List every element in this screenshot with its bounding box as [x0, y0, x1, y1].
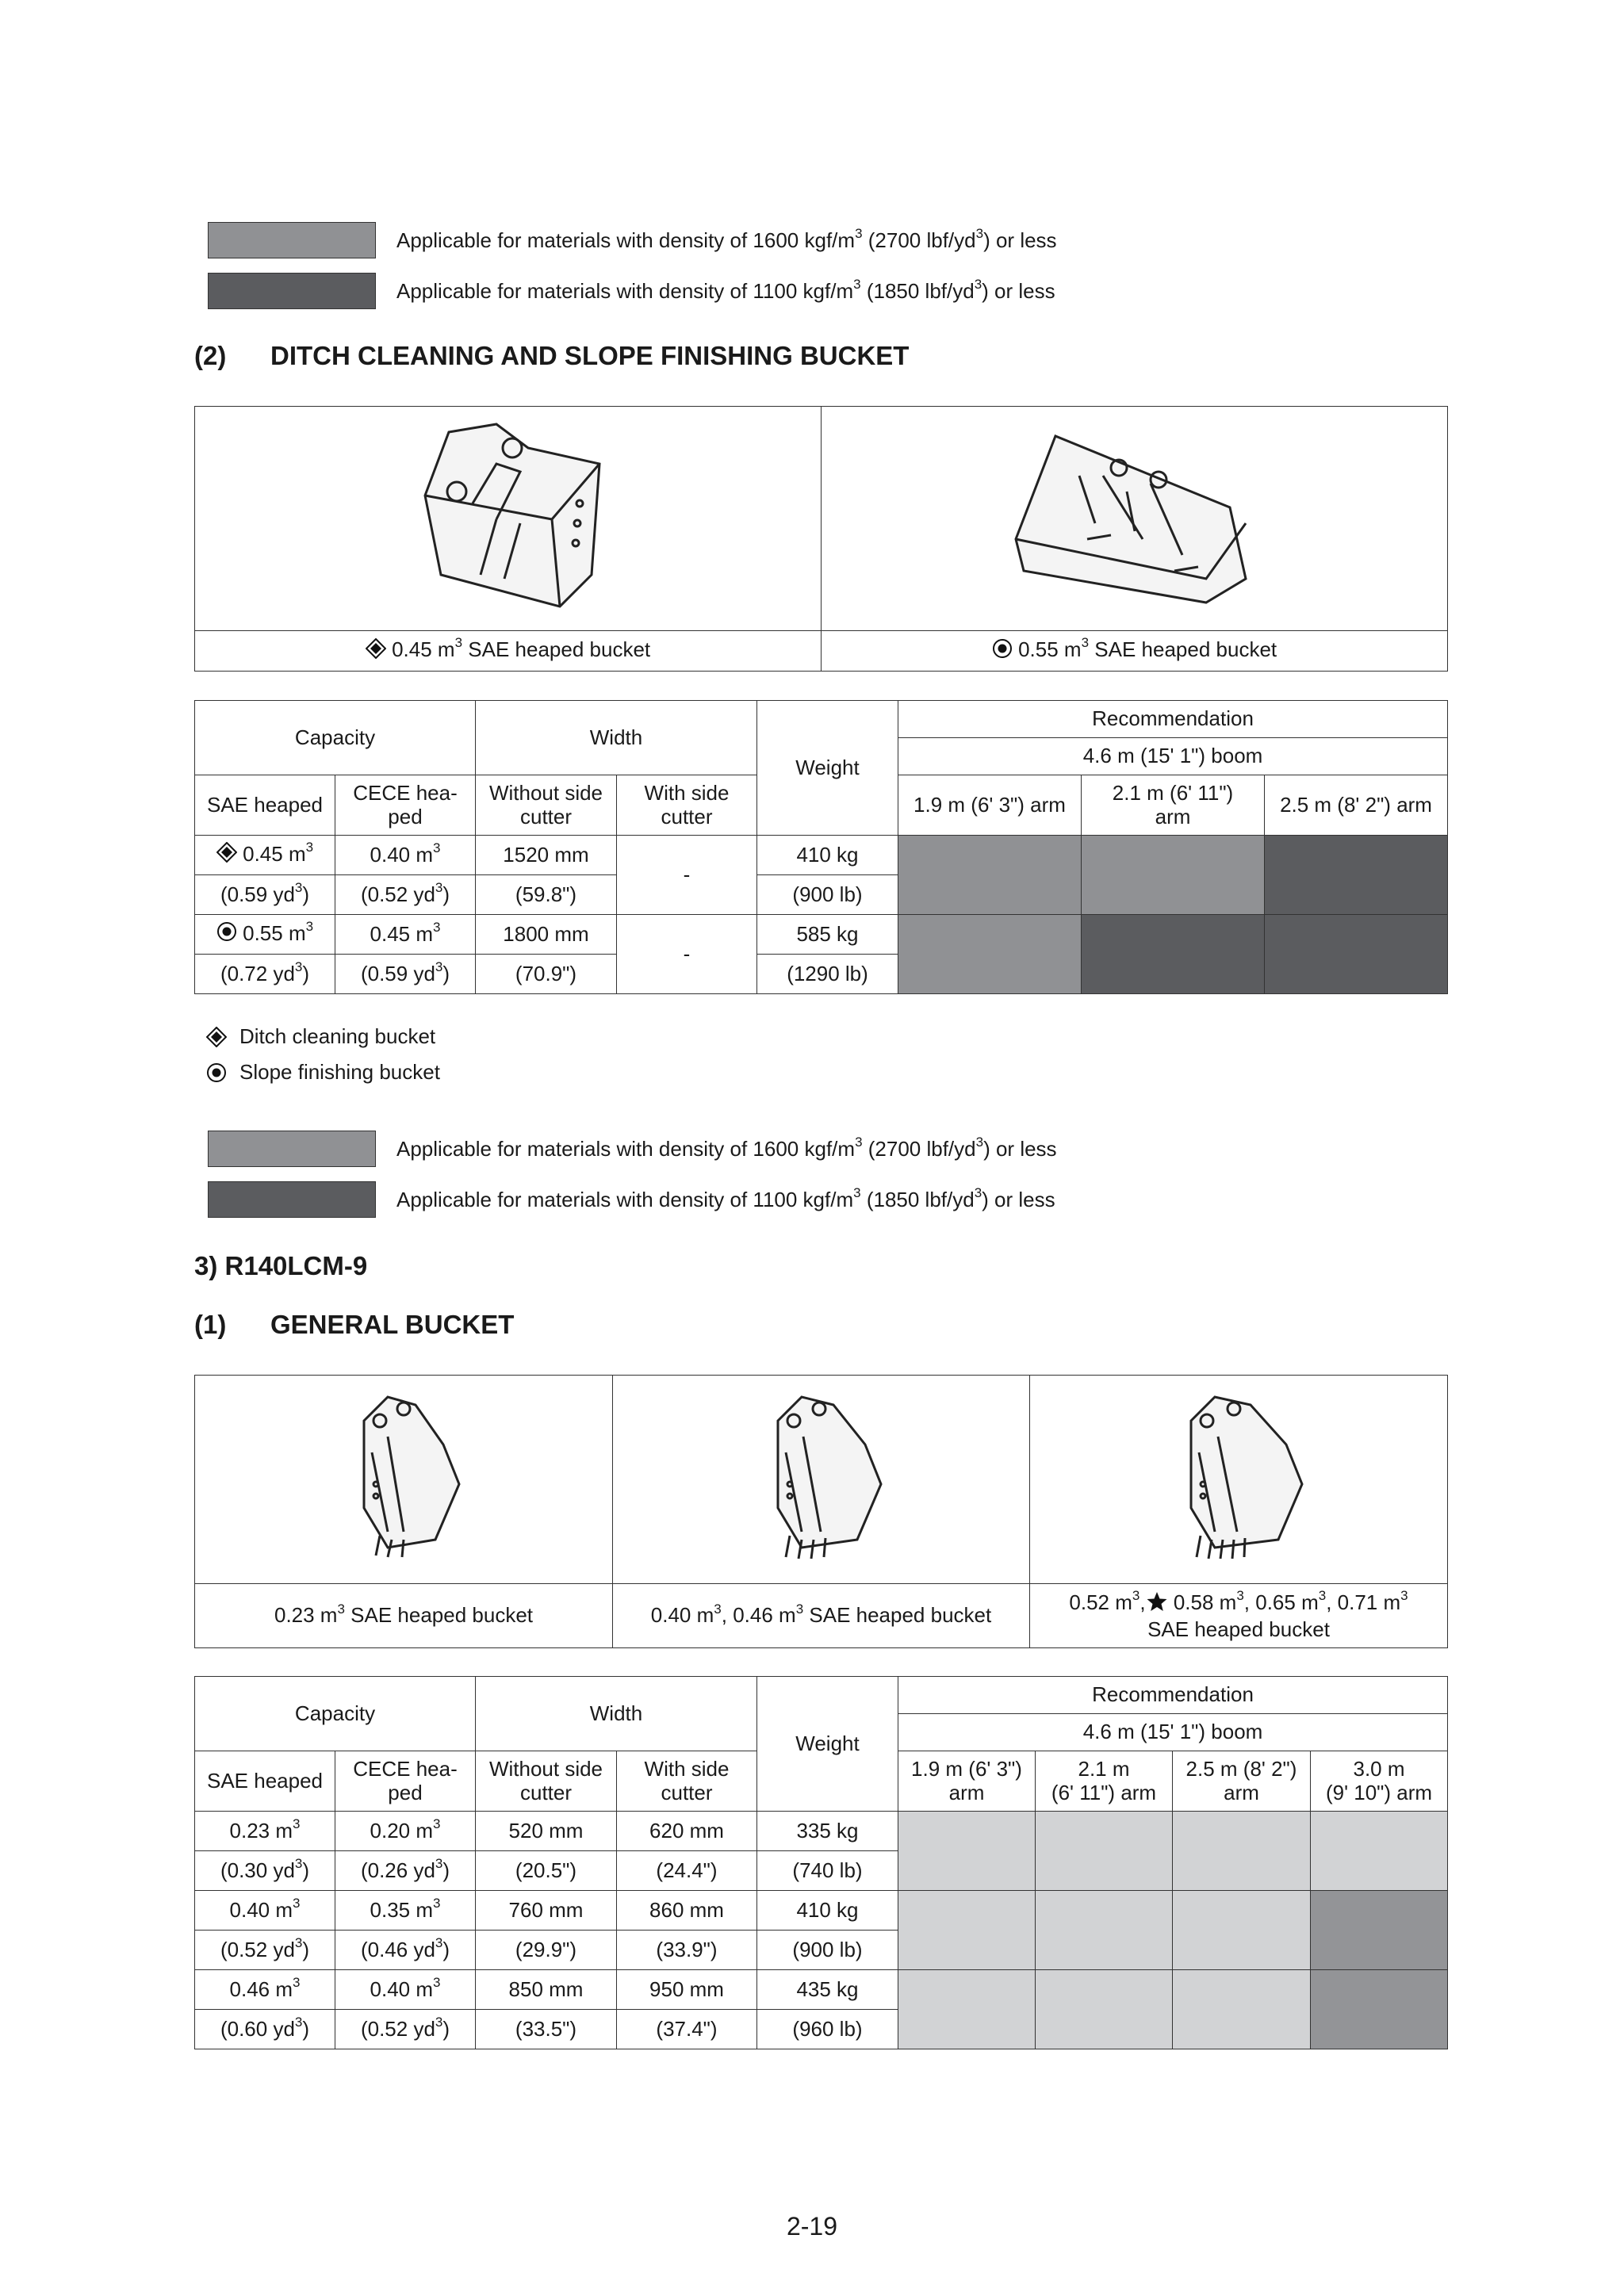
- rec-cell-mid: [1311, 1970, 1448, 2049]
- header-arm-1: 1.9 m (6' 3") arm: [898, 1751, 1036, 1812]
- header-arm-1: 1.9 m (6' 3") arm: [898, 775, 1082, 836]
- rec-cell-dark: [1082, 915, 1265, 994]
- cell-weight: 410 kg: [757, 836, 898, 875]
- note-slope: Slope finishing bucket: [205, 1060, 440, 1085]
- header-recommendation: Recommendation: [898, 701, 1448, 738]
- cell-weight-imperial: (960 lb): [757, 2010, 898, 2049]
- legend-text-dark: Applicable for materials with density of 1100 kgf/$m^3$ (1850 lbf/$yd^3$) or less: [396, 1184, 1055, 1211]
- cell-cece-imperial: (0.52 $yd^3$): [335, 875, 476, 915]
- note-ditch: Ditch cleaning bucket: [205, 1024, 435, 1049]
- rec-cell-pale: [1036, 1891, 1173, 1970]
- cell-sae-imperial: (0.60 $yd^3$): [195, 2010, 335, 2049]
- cell-without-imperial: (20.5"): [476, 1851, 617, 1891]
- cell-weight-imperial: (740 lb): [757, 1851, 898, 1891]
- legend-dark-bottom: [208, 1181, 1055, 1219]
- header-width: Width: [476, 1677, 757, 1751]
- caption-general-2: 0.40 $m^3$, 0.46 $m^3$ SAE heaped bucket: [613, 1584, 1030, 1648]
- header-arm-2: 2.1 m (6' 11") arm: [1082, 775, 1265, 836]
- rec-cell-dark: [1265, 915, 1448, 994]
- table-row: [195, 1812, 1448, 1851]
- cell-weight: 410 kg: [757, 1891, 898, 1931]
- cell-sae-imperial: (0.30 $yd^3$): [195, 1851, 335, 1891]
- cell-with: -: [617, 915, 757, 994]
- diamond-icon: [366, 638, 386, 664]
- rec-cell-pale: [1311, 1812, 1448, 1891]
- cell-sae: 0.46 $m^3$: [195, 1970, 335, 2010]
- star-icon: [1146, 1590, 1168, 1618]
- bucket-image-table-2: [194, 1375, 1448, 1648]
- header-width: Width: [476, 701, 757, 775]
- diamond-icon: [216, 842, 237, 868]
- cell-sae: 0.55 $m^3$: [195, 915, 335, 955]
- header-capacity: Capacity: [195, 701, 476, 775]
- cell-without: 1520 mm: [476, 836, 617, 875]
- header-cece: CECE hea- ped: [335, 1751, 476, 1812]
- cell-cece: 0.45 $m^3$: [335, 915, 476, 955]
- rec-cell-pale: [1173, 1970, 1311, 2049]
- cell-cece-imperial: (0.52 $yd^3$): [335, 2010, 476, 2049]
- cell-weight-imperial: (1290 lb): [757, 955, 898, 994]
- legend-swatch-light: [208, 1131, 376, 1167]
- cell-cece-imperial: (0.46 $yd^3$): [335, 1931, 476, 1970]
- legend-light-bottom: [208, 1130, 1057, 1168]
- header-boom: 4.6 m (15' 1") boom: [898, 1714, 1448, 1751]
- rec-cell-pale: [1173, 1891, 1311, 1970]
- header-arm-3: 2.5 m (8' 2") arm: [1173, 1751, 1311, 1812]
- legend-swatch-light: [208, 222, 376, 258]
- table-row: [195, 1970, 1448, 2010]
- rec-cell-pale: [898, 1970, 1036, 2049]
- general-bucket-drawing-2: [754, 1389, 889, 1563]
- cell-without-imperial: (33.5"): [476, 2010, 617, 2049]
- cell-with-imperial: (24.4"): [617, 1851, 757, 1891]
- section-title-general: (1) GENERAL BUCKET: [194, 1310, 515, 1339]
- cell-with: -: [617, 836, 757, 915]
- cell-sae: 0.40 $m^3$: [195, 1891, 335, 1931]
- legend-text-light: Applicable for materials with density of 1600 kgf/$m^3$ (2700 lbf/$yd^3$) or less: [396, 225, 1057, 252]
- caption-general-1: 0.23 $m^3$ SAE heaped bucket: [195, 1584, 613, 1648]
- rec-cell-dark: [1265, 836, 1448, 915]
- slope-bucket-illustration: [822, 407, 1448, 631]
- rec-cell-light: [1082, 836, 1265, 915]
- bullseye-icon: [216, 921, 237, 947]
- general-bucket-illustration-2: [613, 1376, 1030, 1584]
- cell-without: 850 mm: [476, 1970, 617, 2010]
- bucket-image-table-1: [194, 406, 1448, 672]
- header-with-cutter: With side cutter: [617, 1751, 757, 1812]
- rec-cell-pale: [898, 1812, 1036, 1891]
- cell-with: 950 mm: [617, 1970, 757, 2010]
- slope-bucket-drawing: [1000, 420, 1270, 610]
- cell-cece: 0.40 $m^3$: [335, 1970, 476, 2010]
- bullseye-icon: [992, 638, 1013, 664]
- legend-swatch-dark: [208, 273, 376, 309]
- cell-with-imperial: (37.4"): [617, 2010, 757, 2049]
- header-without-cutter: Without side cutter: [476, 1751, 617, 1812]
- cell-sae-imperial: (0.59 $yd^3$): [195, 875, 335, 915]
- table-row: [195, 915, 1448, 955]
- general-bucket-illustration-3: [1030, 1376, 1448, 1584]
- cell-cece-imperial: (0.26 $yd^3$): [335, 1851, 476, 1891]
- cell-sae-imperial: (0.52 $yd^3$): [195, 1931, 335, 1970]
- legend-text-dark: Applicable for materials with density of 1100 kgf/$m^3$ (1850 lbf/$yd^3$) or less: [396, 276, 1055, 303]
- rec-cell-pale: [898, 1891, 1036, 1970]
- cell-weight: 585 kg: [757, 915, 898, 955]
- legend-light-top: [208, 221, 1057, 259]
- header-with-cutter: With side cutter: [617, 775, 757, 836]
- model-heading: 3) R140LCM-9: [194, 1251, 368, 1280]
- rec-cell-pale: [1173, 1812, 1311, 1891]
- page-number: 2-19: [786, 2212, 838, 2241]
- general-bucket-illustration-1: [195, 1376, 613, 1584]
- cell-sae-imperial: (0.72 $yd^3$): [195, 955, 335, 994]
- general-bucket-drawing-3: [1167, 1389, 1310, 1563]
- rec-cell-mid: [1311, 1891, 1448, 1970]
- cell-weight: 335 kg: [757, 1812, 898, 1851]
- cell-without-imperial: (29.9"): [476, 1931, 617, 1970]
- caption-general-3: 0.52 $m^3$, 0.58 $m^3$, 0.65 $m^3$, 0.71 $m^3$ SAE heaped bucket: [1030, 1584, 1448, 1648]
- rec-cell-pale: [1036, 1812, 1173, 1891]
- cell-sae: 0.45 $m^3$: [195, 836, 335, 875]
- caption-slope-bucket: 0.55 $m^3$ SAE heaped bucket: [822, 631, 1448, 672]
- section-title-ditch: (2) DITCH CLEANING AND SLOPE FINISHING BUCKET: [194, 341, 910, 370]
- cell-without-imperial: (70.9"): [476, 955, 617, 994]
- header-without-cutter: Without side cutter: [476, 775, 617, 836]
- rec-cell-light: [898, 915, 1082, 994]
- cell-cece: 0.20 $m^3$: [335, 1812, 476, 1851]
- header-weight: Weight: [757, 701, 898, 836]
- ditch-bucket-drawing: [393, 416, 623, 614]
- cell-with: 620 mm: [617, 1812, 757, 1851]
- table-row: [195, 836, 1448, 875]
- header-boom: 4.6 m (15' 1") boom: [898, 738, 1448, 775]
- rec-cell-light: [898, 836, 1082, 915]
- header-arm-3: 2.5 m (8' 2") arm: [1265, 775, 1448, 836]
- caption-ditch-bucket: 0.45 $m^3$ SAE heaped bucket: [195, 631, 822, 672]
- cell-cece: 0.35 $m^3$: [335, 1891, 476, 1931]
- header-sae-heaped: SAE heaped: [195, 1751, 335, 1812]
- header-arm-2: 2.1 m (6' 11") arm: [1036, 1751, 1173, 1812]
- cell-with-imperial: (33.9"): [617, 1931, 757, 1970]
- general-bucket-drawing-1: [340, 1389, 467, 1563]
- cell-weight-imperial: (900 lb): [757, 1931, 898, 1970]
- spec-table-general: [194, 1676, 1448, 2049]
- cell-without: 760 mm: [476, 1891, 617, 1931]
- legend-dark-top: [208, 272, 1055, 310]
- diamond-icon: [205, 1027, 228, 1047]
- cell-weight: 435 kg: [757, 1970, 898, 2010]
- table-row: [195, 1891, 1448, 1931]
- header-recommendation: Recommendation: [898, 1677, 1448, 1714]
- cell-without: 1800 mm: [476, 915, 617, 955]
- cell-weight-imperial: (900 lb): [757, 875, 898, 915]
- header-arm-4: 3.0 m (9' 10") arm: [1311, 1751, 1448, 1812]
- bullseye-icon: [205, 1062, 228, 1083]
- cell-cece-imperial: (0.59 $yd^3$): [335, 955, 476, 994]
- cell-cece: 0.40 $m^3$: [335, 836, 476, 875]
- cell-with: 860 mm: [617, 1891, 757, 1931]
- header-sae-heaped: SAE heaped: [195, 775, 335, 836]
- cell-without: 520 mm: [476, 1812, 617, 1851]
- header-capacity: Capacity: [195, 1677, 476, 1751]
- header-cece: CECE hea- ped: [335, 775, 476, 836]
- legend-swatch-dark: [208, 1181, 376, 1218]
- cell-sae: 0.23 $m^3$: [195, 1812, 335, 1851]
- legend-text-light: Applicable for materials with density of 1600 kgf/$m^3$ (2700 lbf/$yd^3$) or less: [396, 1134, 1057, 1161]
- cell-without-imperial: (59.8"): [476, 875, 617, 915]
- rec-cell-pale: [1036, 1970, 1173, 2049]
- spec-table-ditch: [194, 700, 1448, 994]
- header-weight: Weight: [757, 1677, 898, 1812]
- ditch-bucket-illustration: [195, 407, 822, 631]
